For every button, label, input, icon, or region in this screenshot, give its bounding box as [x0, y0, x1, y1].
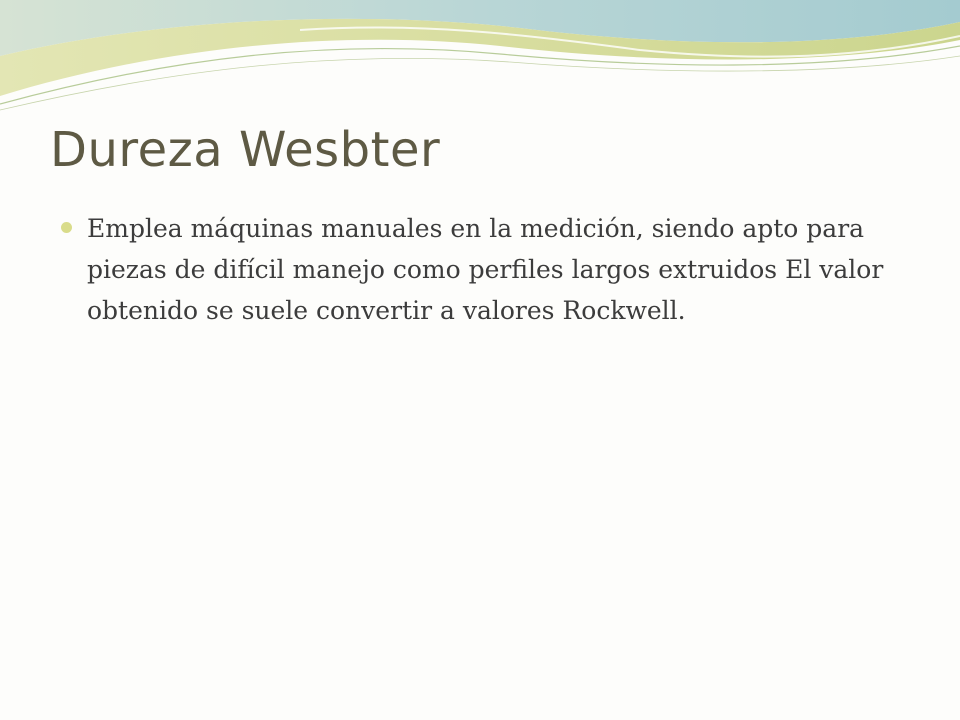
header-wave-decoration [0, 0, 960, 120]
wave-accent-line [0, 56, 960, 110]
slide-title: Dureza Wesbter [50, 122, 441, 178]
bullet-list [60, 208, 900, 331]
bullet-item [60, 208, 900, 331]
bullet-dot-icon [61, 222, 72, 233]
bullet-text: Emplea máquinas manuales en la medición, siendo apto para piezas de difícil manejo como perfiles largos extruidos El valor obtenido se suele convertir a valores Rockwell. [87, 214, 884, 325]
